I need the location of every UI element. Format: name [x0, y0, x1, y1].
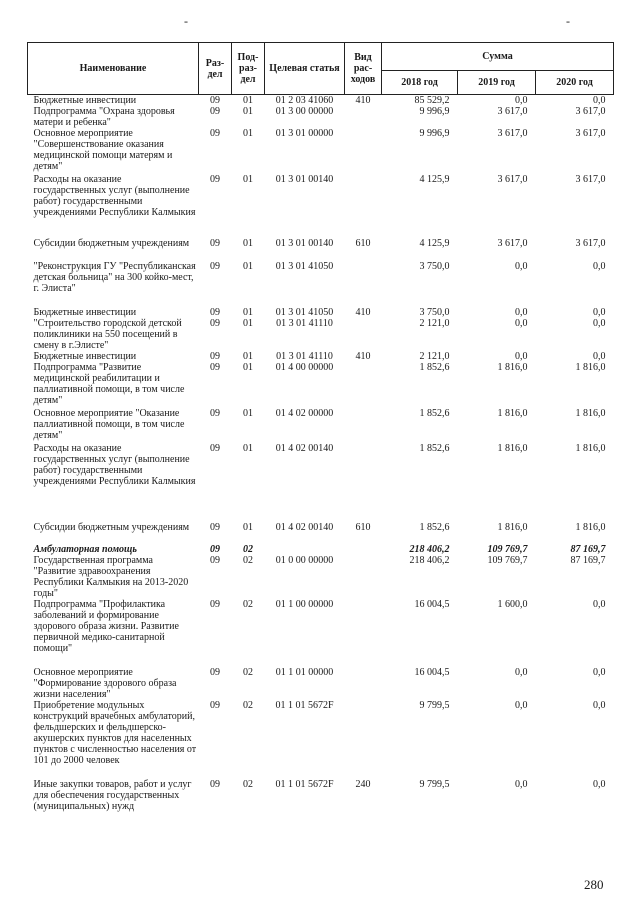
row-sum-2020: 3 617,0: [575, 106, 606, 117]
row-podrazdel: 01: [243, 351, 253, 362]
row-sum-2018: 1 852,6: [419, 362, 450, 373]
row-vid: [345, 408, 382, 443]
row-sum-2018: 16 004,5: [414, 667, 450, 678]
row-podrazdel: 01: [243, 362, 253, 373]
row-name: "Реконструкция ГУ "Республиканская детская больница" на 300 койко-мест, г. Элиста": [33, 261, 196, 294]
row-sum-2020: 0,0: [593, 599, 606, 610]
row-sum-2018: 3 750,0: [419, 261, 450, 272]
row-razdel: 09: [210, 174, 220, 185]
row-sum-2019: 3 617,0: [497, 128, 528, 139]
row-sum-2020: 1 816,0: [575, 443, 606, 454]
row-podrazdel: 01: [243, 307, 253, 318]
row-podrazdel: 01: [243, 106, 253, 117]
row-sum-2020: 1 816,0: [575, 408, 606, 419]
row-sum-2018: 4 125,9: [419, 174, 450, 185]
row-sum-2019: 1 816,0: [497, 408, 528, 419]
table-row: [28, 362, 614, 408]
row-vid: 410: [355, 95, 371, 106]
row-vid: [345, 128, 382, 174]
row-razdel: 09: [210, 667, 220, 678]
table-row: [28, 443, 614, 522]
row-sum-2019: 0,0: [515, 318, 528, 329]
row-vid: [345, 106, 382, 128]
row-razdel: 09: [210, 238, 220, 249]
row-sum-2018: 2 121,0: [419, 351, 450, 362]
table-row: [28, 667, 614, 700]
row-target: 01 1 00 00000: [275, 599, 334, 610]
header-sum: Сумма: [382, 43, 614, 71]
row-razdel: 09: [210, 700, 220, 711]
row-vid: 610: [355, 522, 371, 533]
row-name: Основное мероприятие "Формирование здорового образа жизни населения": [33, 667, 177, 700]
row-name: Государственная программа "Развитие здравоохранения Республики Калмыкия на 2013-2020 годы": [33, 555, 189, 599]
row-target: 01 3 00 00000: [275, 106, 334, 117]
page-number: 280: [584, 877, 604, 892]
table-header: [28, 43, 614, 95]
row-podrazdel: 02: [243, 544, 253, 555]
row-razdel: 09: [210, 544, 220, 555]
row-podrazdel: 01: [243, 261, 253, 272]
row-sum-2020: 0,0: [593, 318, 606, 329]
row-podrazdel: 01: [243, 95, 253, 106]
row-sum-2019: 1 816,0: [497, 443, 528, 454]
row-vid: [345, 362, 382, 408]
row-sum-2019: 3 617,0: [497, 106, 528, 117]
row-sum-2020: 0,0: [593, 700, 606, 711]
row-sum-2019: 1 816,0: [497, 362, 528, 373]
header-2018: 2018 год: [382, 71, 458, 95]
table-row: [28, 318, 614, 351]
row-target: 01 3 01 00000: [275, 128, 334, 139]
table-row: [28, 555, 614, 599]
table-row: [28, 522, 614, 544]
row-name: Основное мероприятие "Оказание паллиативной помощи, в том числе детям": [33, 408, 185, 441]
row-sum-2018: 1 852,6: [419, 443, 450, 454]
row-razdel: 09: [210, 408, 220, 419]
table-row: [28, 351, 614, 362]
row-vid: 240: [355, 779, 371, 790]
row-razdel: 09: [210, 351, 220, 362]
header-razdel: Раз-дел: [199, 43, 232, 95]
row-podrazdel: 01: [243, 522, 253, 533]
row-vid: 410: [355, 351, 371, 362]
row-sum-2020: 87 169,7: [570, 555, 606, 566]
row-target: 01 3 01 41110: [276, 318, 333, 329]
row-vid: [345, 700, 382, 779]
scan-mark-left: -: [184, 14, 188, 28]
row-razdel: 09: [210, 307, 220, 318]
row-target: 01 4 00 00000: [275, 362, 334, 373]
header-podrazdel: Под-раз-дел: [232, 43, 265, 95]
scan-mark-right: -: [566, 14, 570, 28]
table-row: [28, 599, 614, 667]
row-razdel: 09: [210, 522, 220, 533]
table-row: [28, 779, 614, 824]
row-name: Основное мероприятие "Совершенствование оказания медицинской помощи матерям и детям": [33, 128, 173, 172]
row-razdel: 09: [210, 779, 220, 790]
row-razdel: 09: [210, 128, 220, 139]
row-sum-2018: 85 529,2: [414, 95, 450, 106]
row-vid: [345, 555, 382, 599]
row-sum-2019: 1 816,0: [497, 522, 528, 533]
row-name: Расходы на оказание государственных услуг (выполнение работ) государственными учреждениями Республики Калмыкия: [33, 443, 196, 487]
row-razdel: 09: [210, 443, 220, 454]
budget-table: [27, 42, 614, 824]
row-name: Расходы на оказание государственных услуг (выполнение работ) государственными учреждениями Республики Калмыкия: [33, 174, 196, 218]
row-sum-2018: 1 852,6: [419, 522, 450, 533]
row-sum-2020: 0,0: [593, 95, 606, 106]
row-sum-2019: 3 617,0: [497, 174, 528, 185]
row-target: 01 3 01 00140: [275, 238, 334, 249]
row-sum-2020: 1 816,0: [575, 362, 606, 373]
table-row: [28, 174, 614, 238]
row-podrazdel: 01: [243, 408, 253, 419]
row-sum-2019: 1 600,0: [497, 599, 528, 610]
row-vid: [345, 261, 382, 307]
row-sum-2018: 218 406,2: [409, 544, 450, 555]
table-row: [28, 544, 614, 555]
row-sum-2019: 109 769,7: [487, 555, 528, 566]
row-podrazdel: 02: [243, 779, 253, 790]
row-target: 01 2 03 41060: [275, 95, 334, 106]
row-razdel: 09: [210, 95, 220, 106]
row-name: Субсидии бюджетным учреждениям: [33, 238, 190, 249]
row-name: Бюджетные инвестиции: [33, 307, 137, 318]
row-target: 01 4 02 00000: [275, 408, 334, 419]
row-sum-2018: 1 852,6: [419, 408, 450, 419]
row-podrazdel: 01: [243, 174, 253, 185]
header-vid: Вид рас-ходов: [345, 43, 382, 95]
row-sum-2018: 4 125,9: [419, 238, 450, 249]
row-sum-2018: 2 121,0: [419, 318, 450, 329]
row-podrazdel: 01: [243, 238, 253, 249]
row-podrazdel: 02: [243, 667, 253, 678]
row-sum-2019: 0,0: [515, 779, 528, 790]
row-name: Иные закупки товаров, работ и услуг для обеспечения государственных (муниципальных) нужд: [33, 779, 192, 812]
row-sum-2018: 16 004,5: [414, 599, 450, 610]
row-sum-2018: 9 996,9: [419, 128, 450, 139]
row-vid: [345, 599, 382, 667]
row-sum-2018: 9 799,5: [419, 700, 450, 711]
row-sum-2020: 1 816,0: [575, 522, 606, 533]
table-row: [28, 128, 614, 174]
row-target: 01 1 01 5672F: [275, 779, 334, 790]
row-sum-2019: 0,0: [515, 95, 528, 106]
row-razdel: 09: [210, 261, 220, 272]
row-sum-2020: 87 169,7: [570, 544, 606, 555]
row-name: Подпрограмма "Охрана здоровья матери и ребенка": [33, 106, 175, 128]
row-podrazdel: 02: [243, 555, 253, 566]
row-name: Подпрограмма "Профилактика заболеваний и формирование здорового образа жизни. Развитие первичной медико-санитарной помощи": [33, 599, 179, 654]
row-vid: 410: [355, 307, 371, 318]
row-razdel: 09: [210, 318, 220, 329]
row-sum-2019: 109 769,7: [487, 544, 528, 555]
row-name: "Строительство городской детской поликлиники на 550 посещений в смену в г.Элисте": [33, 318, 182, 351]
table-row: [28, 261, 614, 307]
row-sum-2019: 0,0: [515, 667, 528, 678]
row-sum-2020: 3 617,0: [575, 238, 606, 249]
table-row: [28, 700, 614, 779]
row-name: Амбулаторная помощь: [33, 544, 137, 555]
row-target: 01 4 02 00140: [275, 443, 334, 454]
row-sum-2018: 3 750,0: [419, 307, 450, 318]
table-row: [28, 238, 614, 261]
row-target: 01 1 01 00000: [275, 667, 334, 678]
row-target: 01 0 00 00000: [275, 555, 334, 566]
row-target: 01 3 01 41050: [275, 307, 334, 318]
row-name: Подпрограмма "Развитие медицинской реабилитации и паллиативной помощи, в том числе детям": [33, 362, 185, 406]
header-2020: 2020 год: [536, 71, 614, 95]
row-name: Субсидии бюджетным учреждениям: [33, 522, 190, 533]
row-sum-2019: 0,0: [515, 700, 528, 711]
row-target: 01 3 01 41050: [275, 261, 334, 272]
row-razdel: 09: [210, 555, 220, 566]
row-razdel: 09: [210, 362, 220, 373]
row-vid: [345, 443, 382, 522]
row-vid: [345, 174, 382, 238]
row-sum-2020: 0,0: [593, 779, 606, 790]
row-name: Бюджетные инвестиции: [33, 351, 137, 362]
table-row: [28, 307, 614, 318]
table-row: [28, 106, 614, 128]
row-podrazdel: 02: [243, 700, 253, 711]
row-vid: 610: [355, 238, 371, 249]
row-podrazdel: 01: [243, 128, 253, 139]
row-sum-2018: 9 799,5: [419, 779, 450, 790]
header-target: Целевая статья: [265, 43, 345, 95]
table-row: [28, 408, 614, 443]
header-name: Наименование: [28, 43, 199, 95]
row-vid: [345, 544, 382, 555]
header-2019: 2019 год: [458, 71, 536, 95]
row-sum-2020: 3 617,0: [575, 174, 606, 185]
row-vid: [345, 318, 382, 351]
row-sum-2020: 0,0: [593, 307, 606, 318]
table-body: [28, 95, 614, 825]
row-sum-2019: 0,0: [515, 351, 528, 362]
row-target: 01 1 01 5672F: [275, 700, 334, 711]
row-sum-2018: 218 406,2: [409, 555, 450, 566]
row-sum-2020: 3 617,0: [575, 128, 606, 139]
row-sum-2019: 3 617,0: [497, 238, 528, 249]
row-name: Бюджетные инвестиции: [33, 95, 137, 106]
row-podrazdel: 02: [243, 599, 253, 610]
row-target: [265, 544, 345, 555]
row-target: 01 3 01 41110: [276, 351, 333, 362]
row-razdel: 09: [210, 106, 220, 117]
row-vid: [345, 667, 382, 700]
row-podrazdel: 01: [243, 443, 253, 454]
table-row: [28, 95, 614, 107]
row-razdel: 09: [210, 599, 220, 610]
row-sum-2020: 0,0: [593, 351, 606, 362]
row-sum-2019: 0,0: [515, 261, 528, 272]
row-sum-2020: 0,0: [593, 261, 606, 272]
row-podrazdel: 01: [243, 318, 253, 329]
row-sum-2020: 0,0: [593, 667, 606, 678]
row-sum-2018: 9 996,9: [419, 106, 450, 117]
row-name: Приобретение модульных конструкций врачебных амбулаторий, фельдшерских и фельдшерско-акушерских пунктов для населенных пунктов с численностью населения от 101 до 2000 человек: [33, 700, 197, 766]
row-target: 01 3 01 00140: [275, 174, 334, 185]
row-sum-2019: 0,0: [515, 307, 528, 318]
row-target: 01 4 02 00140: [275, 522, 334, 533]
